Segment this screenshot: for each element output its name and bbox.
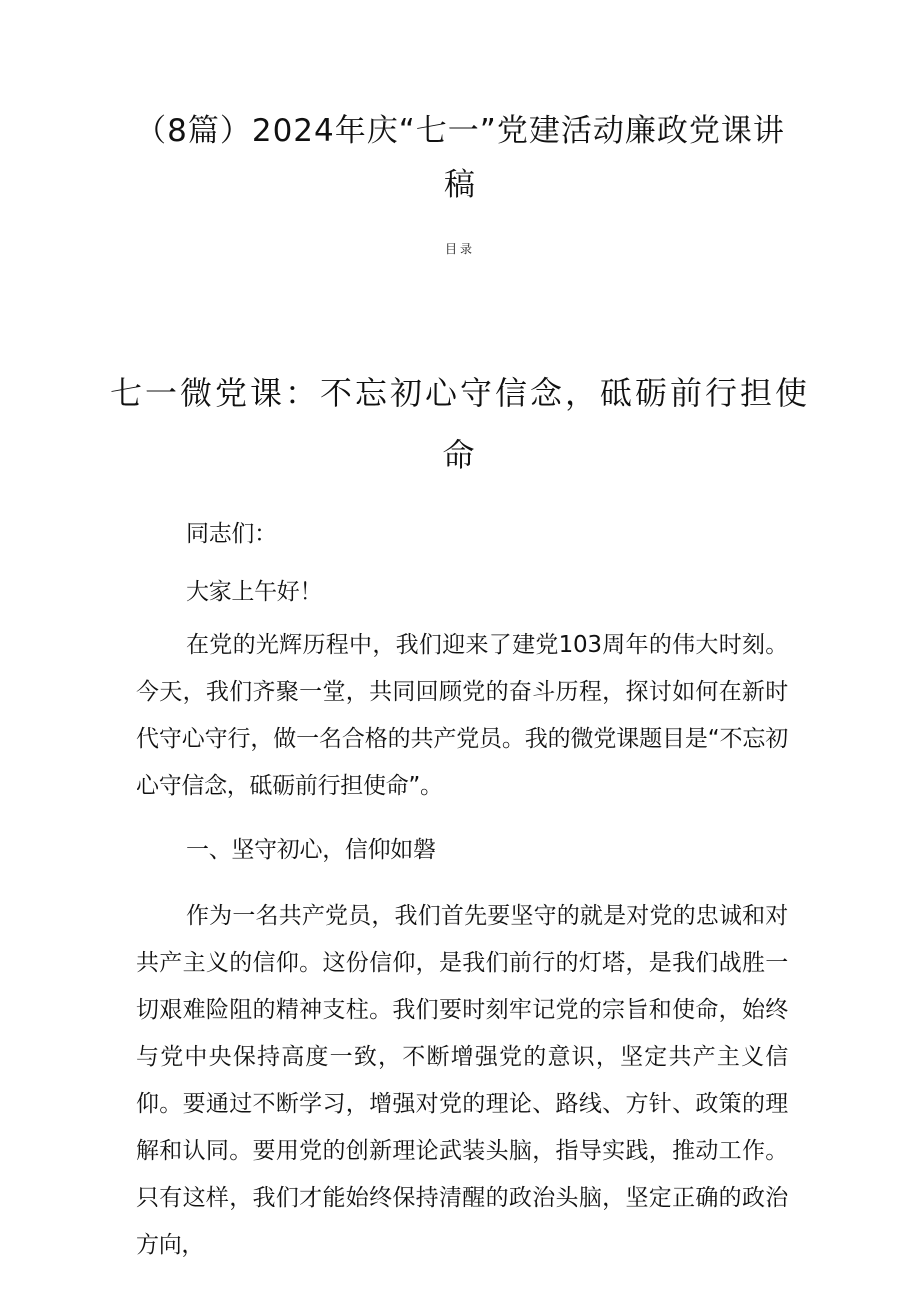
- section-title: 七一微党课：不忘初心守信念，砥砺前行担使命: [110, 374, 811, 474]
- document-title: （8篇）2024年庆“七一”党建活动廉政党课讲稿: [135, 113, 785, 203]
- paragraph-intro: 在党的光辉历程中，我们迎来了建党103周年的伟大时刻。今天，我们齐聚一堂，共同回顾党的奋斗历程，探讨如何在新时代守心守行，做一名合格的共产党员。我的微党课题目是“不忘初心守信念，砥砺前行担使命”。: [136, 632, 788, 799]
- paragraph-body: 作为一名共产党员，我们首先要坚守的就是对党的忠诚和对共产主义的信仰。这份信仰，是我们前行的灯塔，是我们战胜一切艰难险阻的精神支柱。我们要时刻牢记党的宗旨和使命，始终与党中央保持高度一致，不断增强党的意识，坚定共产主义信仰。要通过不断学习，增强对党的理论、路线、方针、政策的理解和认同。要用党的创新理论武装头脑，指导实践，推动工作。只有这样，我们才能始终保持清醒的政治头脑，坚定正确的政治方向，: [136, 903, 788, 1258]
- greeting: 大家上午好！: [186, 579, 323, 605]
- table-of-contents-label: 目录: [444, 242, 475, 256]
- section-heading-1: 一、坚守初心，信仰如磐: [186, 837, 436, 863]
- salutation: 同志们：: [186, 521, 277, 547]
